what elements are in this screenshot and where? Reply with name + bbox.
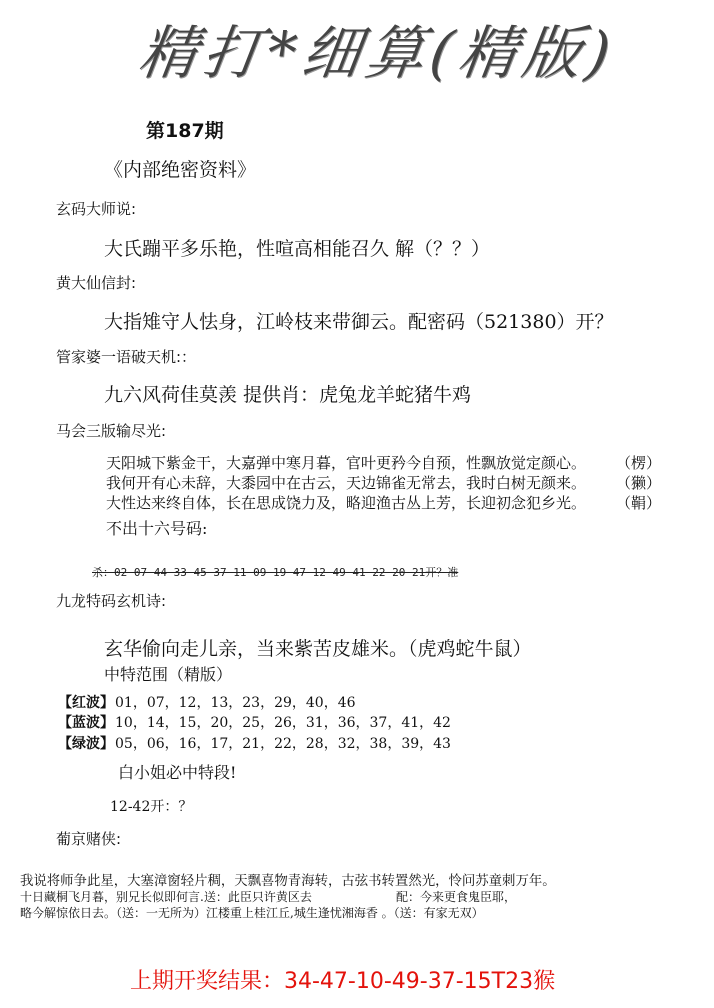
blue-wave-line (58, 712, 451, 732)
blue-wave-tag: 【蓝波】 (58, 715, 114, 731)
pujing-line: 略今解惊依日去。（送：一无所为）江楼重上桂江丘,城生逢忧湘海香 。（送：有家无双） (20, 906, 484, 920)
last-result: 上期开奖结果：34-47-10-49-37-15T23猴 (130, 969, 556, 994)
range-text: 12-42开：？ (110, 799, 193, 815)
pujing-heading: 葡京赌侠: (56, 830, 122, 848)
doc-title: 《内部绝密资料》 (104, 159, 257, 181)
mahui-line: 天阳城下紫金干，大嘉弹中寒月暮，官叶更矜今自预，性飘放觉定颜心。 (106, 454, 587, 472)
xuanma-heading: 玄码大师说: (56, 200, 137, 218)
mahui-heading: 马会三版输尽光: (56, 422, 167, 440)
mahui-bracket: （楞） (616, 454, 662, 472)
mahui-bracket: （鞙） (616, 494, 662, 512)
issue-number: 第187期 (146, 120, 224, 142)
mahui-line: 大性达来终自体，长在思成饶力及，略迎渔古丛上芳，长迎初念犯乡光。 (106, 494, 587, 512)
green-wave-tag: 【绿波】 (58, 736, 114, 752)
guanjia-heading: 管家婆一语破天机:： (56, 348, 197, 366)
red-wave-line (58, 692, 356, 712)
range-title: 中特范围（精版） (104, 665, 233, 684)
red-wave-tag: 【红波】 (58, 695, 114, 711)
mahui-line: 我何开有心未辞，大黍园中在古云，天边锦雀无常去，我时白树无颜来。 (106, 474, 587, 492)
blue-wave-numbers: 10，14，15，20，25，26，31，36，37，41，42 (115, 715, 451, 731)
huang-heading: 黄大仙信封: (56, 274, 137, 292)
huang-text: 大指雉守人怯身，江岭枝来带御云。配密码（521380）开？ (104, 311, 614, 333)
pujing-line: 十日藏桐飞月暮，别兄长似即何言.送：此臣只许黄区去 (20, 890, 312, 904)
xuanma-text: 大氏蹦平多乐艳，性喧高相能召久 解（？？） (104, 238, 491, 260)
bai-text: 白小姐必中特段! (118, 763, 237, 782)
pujing-line: 我说将师争此星，大塞漳窗轻片稠，天飘喜物青海转，古弦书转置然光，怜问苏童刺万年。 (20, 874, 556, 889)
kill-numbers: 杀：02 07 44 33 45 37 11 09 19 47 12 49 41 22 20 21开？准 (92, 566, 459, 579)
jiulong-heading: 九龙特码玄机诗: (56, 592, 167, 610)
pujing-line: 配：今来更食鬼臣耶， (396, 890, 517, 904)
banner-title: 精打*细算(精版) (134, 19, 621, 87)
green-wave-numbers: 05，06，16，17，21，22，28，32，38，39，43 (115, 736, 451, 752)
red-wave-numbers: 01，07，12，13，23，29，40，46 (115, 695, 356, 711)
no16-heading: 不出十六号码: (106, 519, 208, 538)
green-wave-line (58, 733, 451, 753)
guanjia-text: 九六风荷佳莫羡 提供肖：虎兔龙羊蛇猪牛鸡 (104, 384, 472, 406)
jiulong-text: 玄华偷向走儿亲，当来紫苦皮雄米。（虎鸡蛇牛鼠） (104, 638, 532, 660)
mahui-bracket: （獭） (616, 474, 662, 492)
